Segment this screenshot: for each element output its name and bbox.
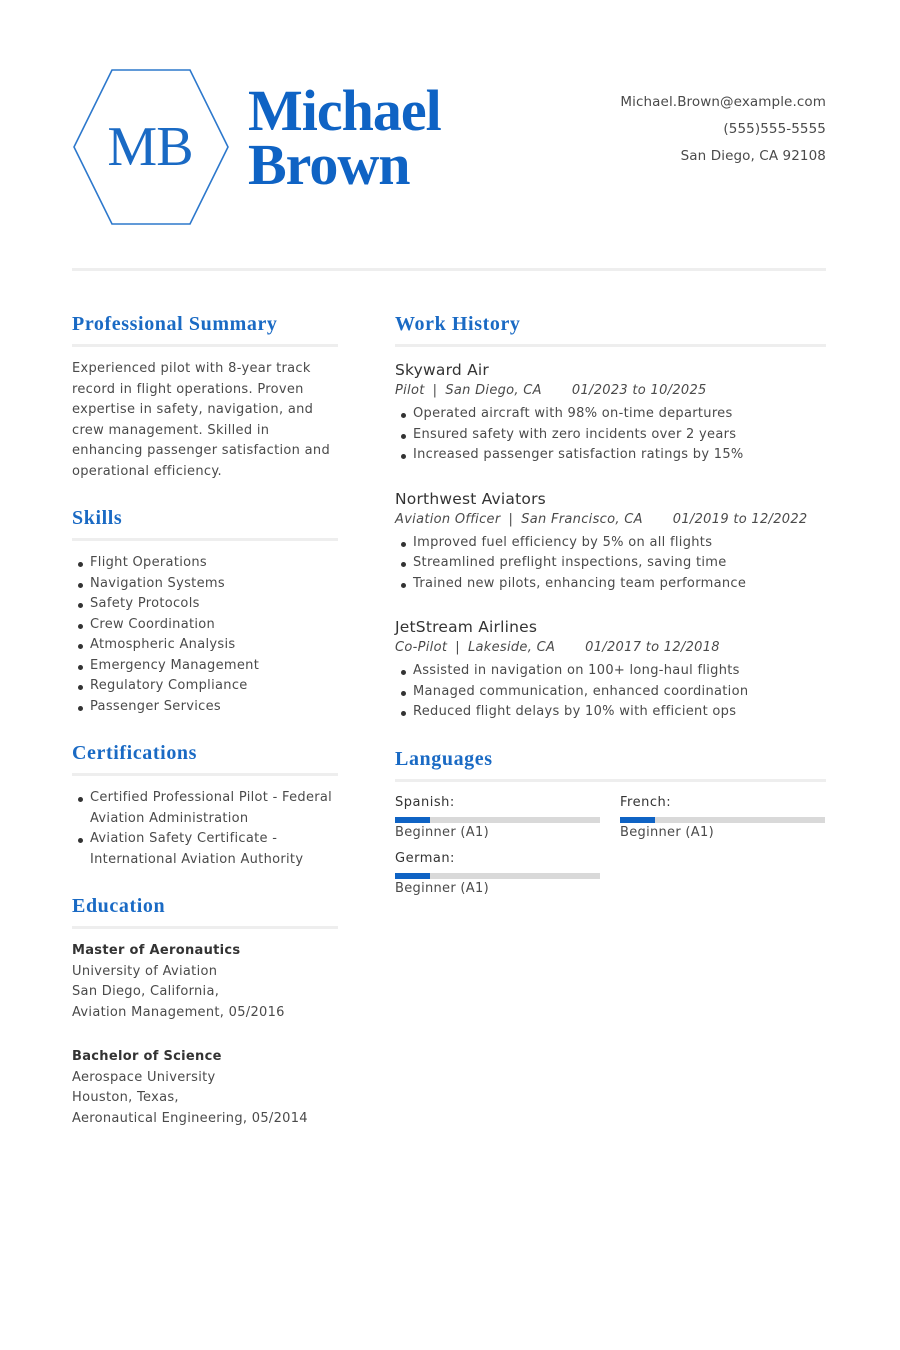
language-item — [395, 850, 600, 898]
contact-email[interactable]: Michael.Brown@example.com — [620, 94, 826, 110]
section-divider — [72, 773, 338, 776]
language-proficiency-fill — [395, 873, 430, 879]
job-bullet: Increased passenger satisfaction ratings by 15% — [395, 445, 826, 466]
separator: | — [455, 640, 460, 655]
work-history-section — [395, 310, 826, 723]
education-location: Houston, Texas, — [72, 1090, 179, 1105]
certifications-section — [72, 739, 338, 870]
section-divider — [72, 344, 338, 347]
language-level: Beginner (A1) — [395, 880, 489, 896]
first-name: Michael — [248, 78, 441, 143]
skill-item: Crew Coordination — [72, 615, 338, 636]
language-name: Spanish: — [395, 794, 455, 810]
contact-location: San Diego, CA 92108 — [680, 148, 826, 164]
job-location: San Francisco, CA — [521, 511, 643, 527]
skills-list — [72, 553, 338, 717]
certification-item: Aviation Safety Certificate - International Aviation Authority — [72, 829, 338, 870]
separator: | — [508, 511, 514, 527]
separator: | — [432, 383, 438, 398]
job-bullet: Assisted in navigation on 100+ long-haul flights — [395, 661, 826, 682]
job-location: Lakeside, CA — [467, 640, 556, 655]
section-divider — [72, 926, 338, 929]
job-entry — [395, 488, 826, 595]
job-dates: 01/2023 to 10/2025 — [571, 383, 707, 398]
job-location: San Diego, CA — [445, 383, 542, 398]
skills-section — [72, 504, 338, 717]
certifications-list — [72, 788, 338, 870]
section-divider — [395, 779, 826, 782]
education-item — [72, 941, 338, 1023]
job-meta — [395, 510, 826, 530]
skill-item: Emergency Management — [72, 656, 338, 677]
language-name: French: — [620, 794, 672, 810]
section-title: Languages — [395, 747, 493, 770]
section-divider — [395, 344, 826, 347]
education-field-date: Aeronautical Engineering, 05/2014 — [72, 1110, 308, 1126]
language-item — [620, 794, 825, 842]
education-school: Aerospace University — [72, 1069, 216, 1085]
section-title: Education — [72, 895, 166, 917]
section-title: Work History — [395, 313, 521, 335]
job-bullet: Improved fuel efficiency by 5% on all flights — [395, 533, 826, 554]
monogram-badge — [72, 68, 232, 226]
section-title: Skills — [72, 507, 123, 529]
job-bullet: Trained new pilots, enhancing team performance — [395, 574, 826, 595]
monogram-initials: MB — [107, 116, 193, 178]
language-proficiency-fill — [395, 817, 430, 823]
job-company: JetStream Airlines — [395, 618, 538, 636]
skill-item: Safety Protocols — [72, 594, 338, 615]
section-divider — [72, 538, 338, 541]
skill-item: Navigation Systems — [72, 574, 338, 595]
education-section — [72, 892, 338, 1129]
language-proficiency-fill — [620, 817, 655, 823]
left-column — [72, 310, 338, 1153]
job-bullet: Managed communication, enhanced coordination — [395, 682, 826, 703]
job-meta — [395, 381, 826, 401]
language-item — [395, 794, 600, 842]
header-divider — [72, 268, 826, 271]
education-degree: Bachelor of Science — [72, 1049, 222, 1064]
contact-phone: (555)555-5555 — [723, 121, 826, 137]
last-name: Brown — [248, 132, 410, 197]
contact-info — [620, 89, 826, 170]
education-location: San Diego, California, — [72, 984, 220, 999]
job-entry — [395, 616, 826, 723]
right-column — [395, 310, 826, 920]
job-bullets — [395, 661, 826, 723]
skill-item: Atmospheric Analysis — [72, 635, 338, 656]
job-bullet: Reduced flight delays by 10% with efficient ops — [395, 702, 826, 723]
candidate-name — [248, 78, 441, 197]
education-degree: Master of Aeronautics — [72, 943, 241, 958]
skill-item: Passenger Services — [72, 697, 338, 718]
job-bullets — [395, 533, 826, 595]
job-bullet: Operated aircraft with 98% on-time departures — [395, 404, 826, 425]
summary-text: Experienced pilot with 8-year track record in flight operations. Proven expertise in safety, navigation, and crew management. Skilled in enhancing passenger satisfaction and operational efficiency. — [72, 361, 330, 479]
job-company: Skyward Air — [395, 361, 489, 379]
job-entry — [395, 359, 826, 466]
job-dates: 01/2017 to 12/2018 — [585, 640, 720, 655]
job-role: Aviation Officer — [395, 511, 501, 527]
language-name: German: — [395, 850, 455, 866]
job-company: Northwest Aviators — [395, 489, 546, 508]
languages-section — [395, 745, 826, 898]
summary-section — [72, 310, 338, 482]
job-bullets — [395, 404, 826, 466]
education-field-date: Aviation Management, 05/2016 — [72, 1004, 285, 1020]
section-title: Certifications — [72, 742, 198, 764]
language-level: Beginner (A1) — [620, 824, 714, 840]
skill-item: Flight Operations — [72, 553, 338, 574]
section-title: Professional Summary — [72, 313, 278, 335]
job-bullet: Ensured safety with zero incidents over 2 years — [395, 425, 826, 446]
language-level: Beginner (A1) — [395, 824, 489, 840]
language-proficiency-bar — [620, 817, 825, 823]
language-proficiency-bar — [395, 873, 600, 879]
languages-grid — [395, 794, 826, 898]
job-bullet: Streamlined preflight inspections, saving time — [395, 553, 826, 574]
education-school: University of Aviation — [72, 963, 218, 979]
language-proficiency-bar — [395, 817, 600, 823]
education-item — [72, 1047, 338, 1129]
job-role: Pilot — [395, 383, 425, 398]
certification-item: Certified Professional Pilot - Federal Aviation Administration — [72, 788, 338, 829]
job-meta — [395, 638, 826, 658]
skill-item: Regulatory Compliance — [72, 676, 338, 697]
job-role: Co-Pilot — [395, 640, 448, 655]
job-dates: 01/2019 to 12/2022 — [672, 511, 808, 527]
